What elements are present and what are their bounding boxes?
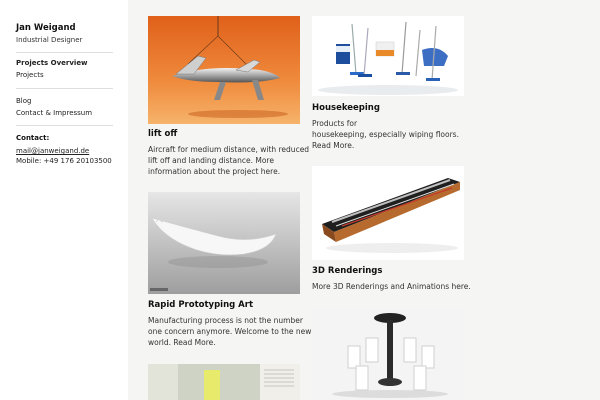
contact-label: Contact: [16, 134, 50, 142]
project-image-partial-left[interactable] [148, 364, 300, 400]
nav-blog[interactable]: Blog [16, 97, 32, 105]
lift-off-image[interactable] [148, 16, 300, 124]
project-title-lift-off[interactable]: lift off [148, 129, 178, 139]
site-owner-subtitle: Industrial Designer [16, 36, 83, 44]
sidebar [0, 0, 128, 400]
desc-line: one concern anymore. Welcome to the new [148, 327, 312, 336]
divider [16, 125, 113, 126]
desc-line: More 3D Renderings and Animations here. [312, 282, 471, 291]
contact-mobile: Mobile: +49 176 20103500 [16, 157, 112, 165]
nav-projects[interactable]: Projects [16, 71, 44, 79]
project-desc-housekeeping [312, 118, 459, 151]
project-desc-lift-off [148, 144, 309, 177]
nav-projects-overview[interactable]: Projects Overview [16, 59, 88, 67]
desc-line: Aircraft for medium distance, with reduced [148, 145, 310, 154]
contact-email-link[interactable]: mail@janweigand.de [16, 147, 90, 155]
desc-line: housekeeping, especially wiping floors. [312, 130, 459, 139]
desc-line: information about the project here. [148, 167, 281, 176]
desc-line: world. Read More. [148, 338, 216, 347]
desc-line: lift off and landing distance. More [148, 156, 274, 165]
project-desc-3d-renderings [312, 281, 471, 292]
desc-line: Manufacturing process is not the number [148, 316, 303, 325]
nav-contact-impressum[interactable]: Contact & Impressum [16, 109, 93, 117]
desc-line: Read More. [312, 141, 355, 150]
site-owner-name[interactable]: Jan Weigand [16, 23, 76, 33]
project-title-housekeeping[interactable]: Housekeeping [312, 103, 380, 113]
project-title-rapid-prototyping-art[interactable]: Rapid Prototyping Art [148, 300, 254, 310]
divider [16, 52, 113, 53]
divider [16, 88, 113, 89]
3d-renderings-image[interactable] [312, 166, 464, 260]
project-desc-rapid-prototyping-art [148, 315, 311, 348]
project-image-partial-right[interactable] [312, 310, 464, 400]
desc-line: Products for [312, 119, 358, 128]
rapid-prototyping-image[interactable] [148, 192, 300, 294]
housekeeping-image[interactable] [312, 16, 464, 96]
projects-grid [128, 0, 600, 400]
project-title-3d-renderings[interactable]: 3D Renderings [312, 266, 383, 276]
